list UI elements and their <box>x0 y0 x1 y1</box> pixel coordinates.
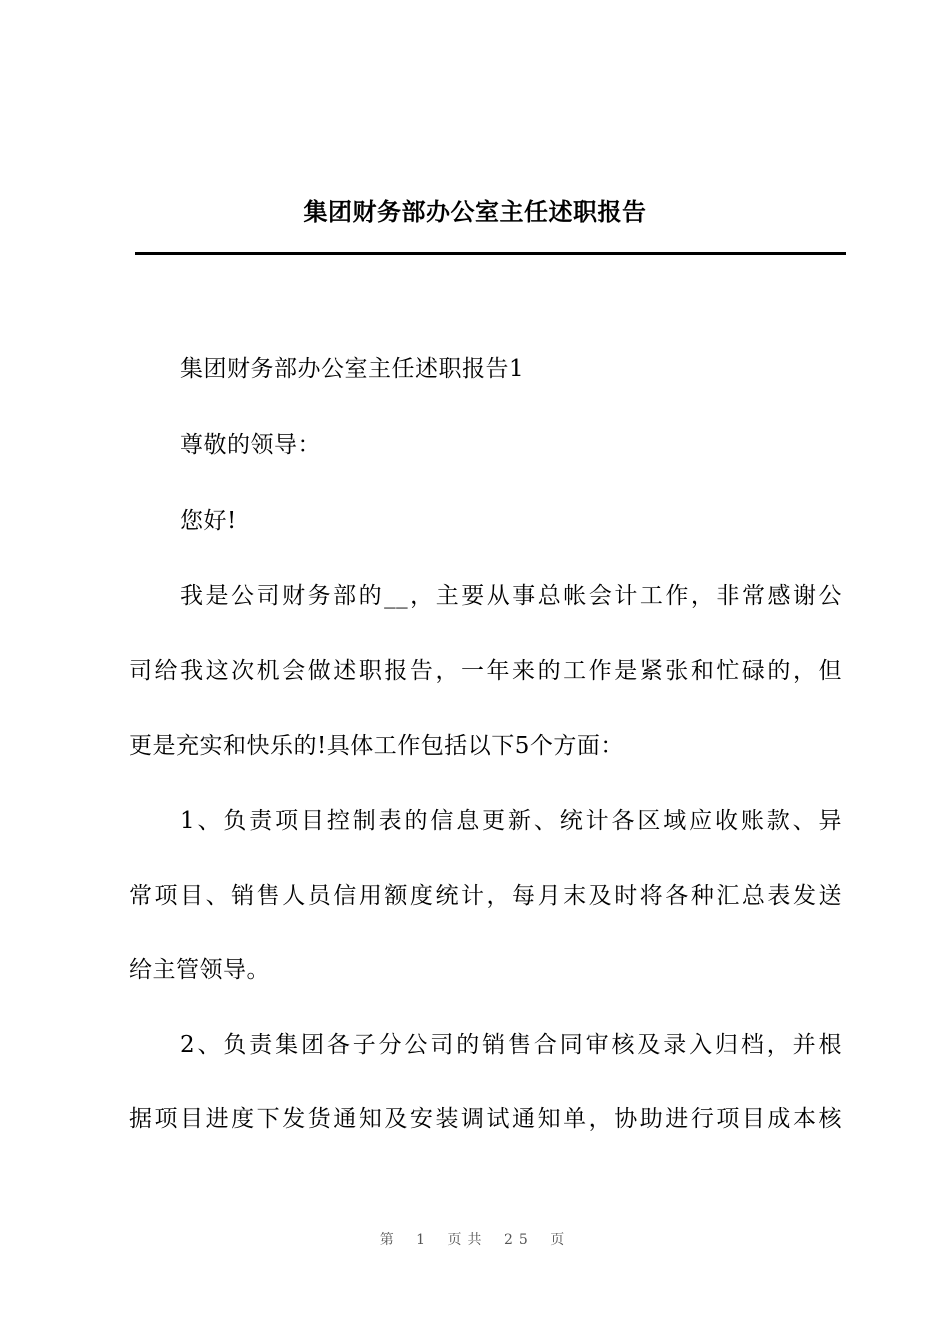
title-rule <box>135 252 846 255</box>
report-heading: 集团财务部办公室主任述职报告1 <box>180 356 525 382</box>
paragraph-line: 2、负责集团各子分公司的销售合同审核及录入归档，并根 <box>180 1032 842 1058</box>
paragraph-line: 我是公司财务部的__，主要从事总帐会计工作，非常感谢公 <box>180 583 842 609</box>
paragraph-line: 给主管领导。 <box>129 957 270 983</box>
paragraph-line: 更是充实和快乐的!具体工作包括以下5个方面： <box>129 733 624 759</box>
paragraph-line: 据项目进度下发货通知及安装调试通知单，协助进行项目成本核 <box>129 1106 842 1132</box>
page-footer: 第 1 页共 25 页 <box>379 1232 571 1248</box>
greeting: 您好! <box>180 508 237 534</box>
paragraph-line: 常项目、销售人员信用额度统计，每月末及时将各种汇总表发送 <box>129 883 842 909</box>
paragraph-line: 1、负责项目控制表的信息更新、统计各区域应收账款、异 <box>180 808 842 834</box>
paragraph-line: 司给我这次机会做述职报告，一年来的工作是紧张和忙碌的，但 <box>129 658 842 684</box>
salutation: 尊敬的领导： <box>180 432 321 458</box>
document-title: 集团财务部办公室主任述职报告 <box>303 197 647 226</box>
